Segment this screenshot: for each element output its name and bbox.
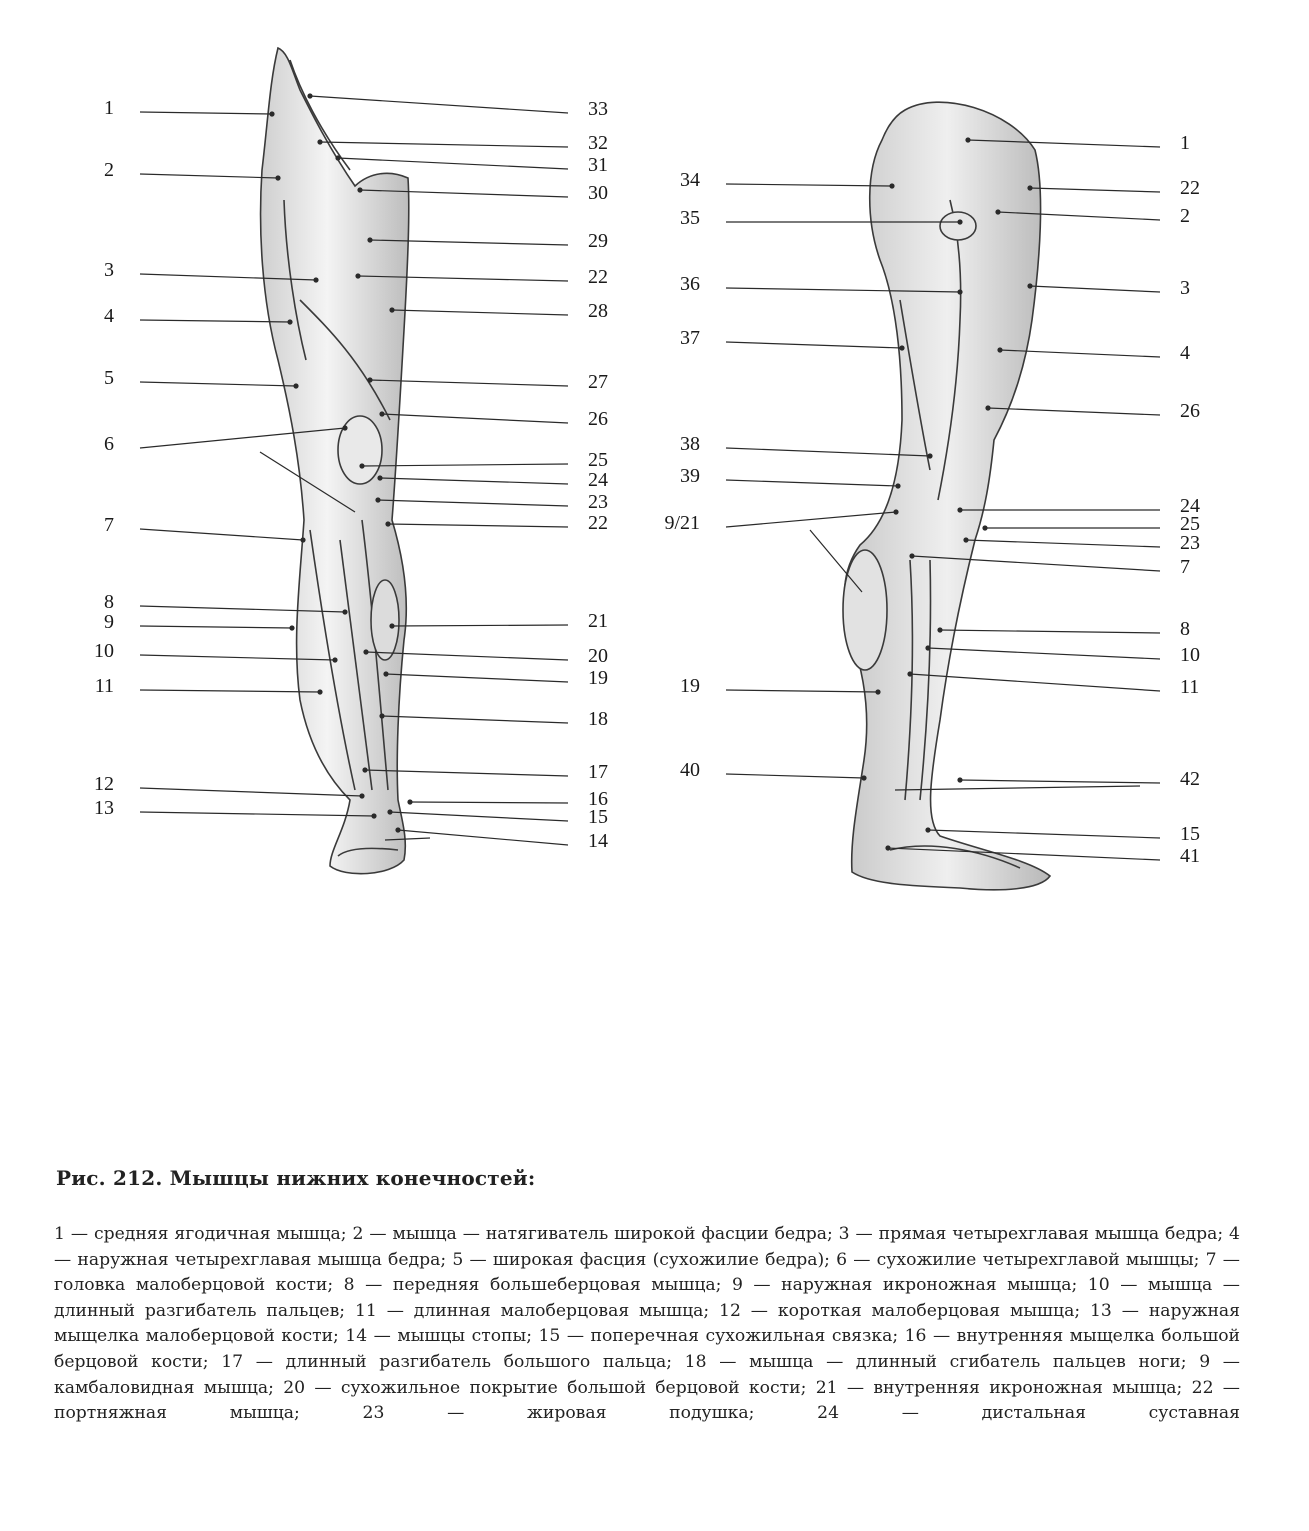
callout-label: 25 (588, 449, 608, 471)
callout-label: 18 (588, 708, 608, 730)
leader-dot (318, 690, 322, 694)
leader-line (1030, 188, 1160, 192)
callout-label: 8 (1180, 618, 1190, 640)
callout-label: 22 (588, 266, 608, 288)
leader-line (310, 96, 568, 113)
callout-label: 1 (1180, 132, 1190, 154)
callout-label: 4 (1180, 342, 1190, 364)
callout-label: 11 (1180, 676, 1200, 698)
leader-line (726, 690, 878, 692)
leader-dot (910, 554, 914, 558)
callout-label: 8 (104, 591, 114, 613)
callout-label: 33 (588, 98, 608, 120)
leader-dot (356, 274, 360, 278)
leader-line (966, 540, 1160, 547)
leader-line (140, 382, 296, 386)
leader-dot (390, 624, 394, 628)
leader-dot (290, 626, 294, 630)
callout-label: 23 (1180, 532, 1200, 554)
leader-dot (390, 308, 394, 312)
callout-label: 24 (588, 469, 608, 491)
leader-dot (360, 794, 364, 798)
callout-label: 19 (588, 667, 608, 689)
callout-label: 26 (588, 408, 608, 430)
leader-dot (343, 426, 347, 430)
leader-line (140, 320, 290, 322)
leader-dot (308, 94, 312, 98)
leader-dot (380, 412, 384, 416)
callout-label: 9/21 (664, 512, 700, 534)
leader-dot (294, 384, 298, 388)
leader-line (380, 478, 568, 484)
leader-line (320, 142, 568, 147)
leader-dot (876, 690, 880, 694)
leader-line (140, 812, 374, 816)
leader-dot (928, 454, 932, 458)
leader-line (382, 414, 568, 423)
leader-dot (408, 800, 412, 804)
callout-label: 12 (94, 773, 114, 795)
callout-label: 7 (1180, 556, 1190, 578)
leader-dot (368, 238, 372, 242)
leader-line (378, 500, 568, 506)
leader-dot (301, 538, 305, 542)
leader-line (928, 830, 1160, 838)
leader-line (398, 830, 568, 845)
leader-line (392, 310, 568, 315)
callout-label: 2 (1180, 205, 1190, 227)
callout-label: 1 (104, 97, 114, 119)
callout-label: 29 (588, 230, 608, 252)
front-leg-drawing (261, 48, 409, 874)
callout-label: 37 (680, 327, 700, 349)
leader-line (726, 774, 864, 778)
leader-dot (314, 278, 318, 282)
callout-label: 4 (104, 305, 114, 327)
callout-label: 42 (1180, 768, 1200, 790)
callout-label: 22 (1180, 177, 1200, 199)
leader-dot (958, 220, 962, 224)
callout-label: 38 (680, 433, 700, 455)
leader-dot (900, 346, 904, 350)
callout-label: 25 (1180, 513, 1200, 535)
leader-dot (926, 828, 930, 832)
callout-label: 36 (680, 273, 700, 295)
leader-dot (380, 714, 384, 718)
callout-label: 10 (1180, 644, 1200, 666)
callout-label: 13 (94, 797, 114, 819)
leader-line (140, 690, 320, 692)
leader-dot (983, 526, 987, 530)
leader-dot (1028, 186, 1032, 190)
leader-line (388, 524, 568, 527)
leader-line (726, 342, 902, 348)
callout-label: 24 (1180, 495, 1200, 517)
leader-dot (958, 508, 962, 512)
callout-label: 14 (588, 830, 608, 852)
leader-dot (986, 406, 990, 410)
leader-line (140, 112, 272, 114)
leader-line (940, 630, 1160, 633)
leader-line (726, 512, 896, 527)
leader-dot (386, 522, 390, 526)
callout-label: 21 (588, 610, 608, 632)
leader-dot (376, 498, 380, 502)
leader-line (382, 716, 568, 723)
leader-line (390, 812, 568, 821)
callout-label: 26 (1180, 400, 1200, 422)
leader-line (928, 648, 1160, 659)
callout-label: 2 (104, 159, 114, 181)
leader-dot (372, 814, 376, 818)
leader-line (140, 529, 303, 540)
callout-label: 10 (94, 640, 114, 662)
callout-label: 15 (588, 806, 608, 828)
leader-dot (368, 378, 372, 382)
leader-dot (364, 650, 368, 654)
leader-dot (958, 290, 962, 294)
leader-dot (1028, 284, 1032, 288)
leader-line (392, 625, 568, 626)
leader-dot (388, 810, 392, 814)
leader-dot (378, 476, 382, 480)
leader-dot (343, 610, 347, 614)
leader-dot (964, 538, 968, 542)
callout-label: 27 (588, 371, 608, 393)
leader-dot (318, 140, 322, 144)
leader-line (140, 788, 362, 796)
side-leg-drawing (843, 102, 1050, 890)
callout-label: 19 (680, 675, 700, 697)
leader-dot (938, 628, 942, 632)
leader-dot (896, 484, 900, 488)
leader-dot (926, 646, 930, 650)
leader-dot (396, 828, 400, 832)
leader-dot (358, 188, 362, 192)
figure-caption-title: Рис. 212. Мышцы нижних конечностей: (56, 1166, 536, 1190)
leader-dot (908, 672, 912, 676)
leader-dot (894, 510, 898, 514)
callout-label: 3 (1180, 277, 1190, 299)
callout-label: 9 (104, 611, 114, 633)
callout-label: 20 (588, 645, 608, 667)
leader-line (140, 174, 278, 178)
leader-line (910, 674, 1160, 691)
callout-label: 11 (94, 675, 114, 697)
leader-dot (270, 112, 274, 116)
leader-dot (862, 776, 866, 780)
leader-dot (288, 320, 292, 324)
callout-label: 39 (680, 465, 700, 487)
leader-line (1030, 286, 1160, 292)
leader-line (726, 184, 892, 186)
callout-label: 3 (104, 259, 114, 281)
figure-caption-body: 1 — средняя ягодичная мышца; 2 — мышца — натягиватель широкой фасции бедра; 3 — прямая четырехглавая мышца бедра; 4 — наружная четырехглавая мышца бедра; 5 — широкая фасция (сухожилие бедра); 6 — сухожилие четырехглавой мышцы; 7 — головка малоберцовой кости; 8 — передняя большеберцовая мышца; 9 — наружная икроножная мышца; 10 — мышца — длинный разгибатель пальцев; 11 — длинная малоберцовая мышца; 12 — короткая малоберцовая мышца; 13 — наружная мыщелка малоберцовой кости; 14 — мышцы стопы; 15 — поперечная сухожильная связка; 16 — внутренняя мыщелка большой берцовой кости; 17 — длинный разгибатель большого пальца; 18 — мышца — длинный сгибатель пальцев ноги; 9 — камбаловидная мышца; 20 — сухожильное покрытие большой берцовой кости; 21 — внутренняя икроножная мышца; 22 — портняжная мышца; 23 — жировая подушка; 24 — дистальная суставная (54, 1224, 1240, 1424)
leader-line (988, 408, 1160, 415)
callout-label: 7 (104, 514, 114, 536)
callout-label: 16 (588, 788, 608, 810)
leader-line (140, 626, 292, 628)
leader-line (338, 158, 568, 169)
leader-dot (384, 672, 388, 676)
callout-label: 32 (588, 132, 608, 154)
leader-dot (336, 156, 340, 160)
leader-dot (998, 348, 1002, 352)
leader-dot (890, 184, 894, 188)
callout-label: 15 (1180, 823, 1200, 845)
callout-label: 17 (588, 761, 608, 783)
leader-dot (996, 210, 1000, 214)
callout-label: 5 (104, 367, 114, 389)
leader-line (410, 802, 568, 803)
leader-dot (958, 778, 962, 782)
callout-label: 34 (680, 169, 700, 191)
leader-dot (886, 846, 890, 850)
leader-dot (333, 658, 337, 662)
callout-label: 6 (104, 433, 114, 455)
callout-label: 30 (588, 182, 608, 204)
callout-label: 35 (680, 207, 700, 229)
callout-label: 23 (588, 491, 608, 513)
leader-dot (966, 138, 970, 142)
callout-label: 41 (1180, 845, 1200, 867)
callout-label: 31 (588, 154, 608, 176)
callout-label: 40 (680, 759, 700, 781)
leader-dot (360, 464, 364, 468)
leader-dot (363, 768, 367, 772)
leader-dot (276, 176, 280, 180)
callout-label: 22 (588, 512, 608, 534)
leader-line (386, 674, 568, 682)
leader-line (726, 480, 898, 486)
leader-line (960, 780, 1160, 783)
callout-label: 28 (588, 300, 608, 322)
